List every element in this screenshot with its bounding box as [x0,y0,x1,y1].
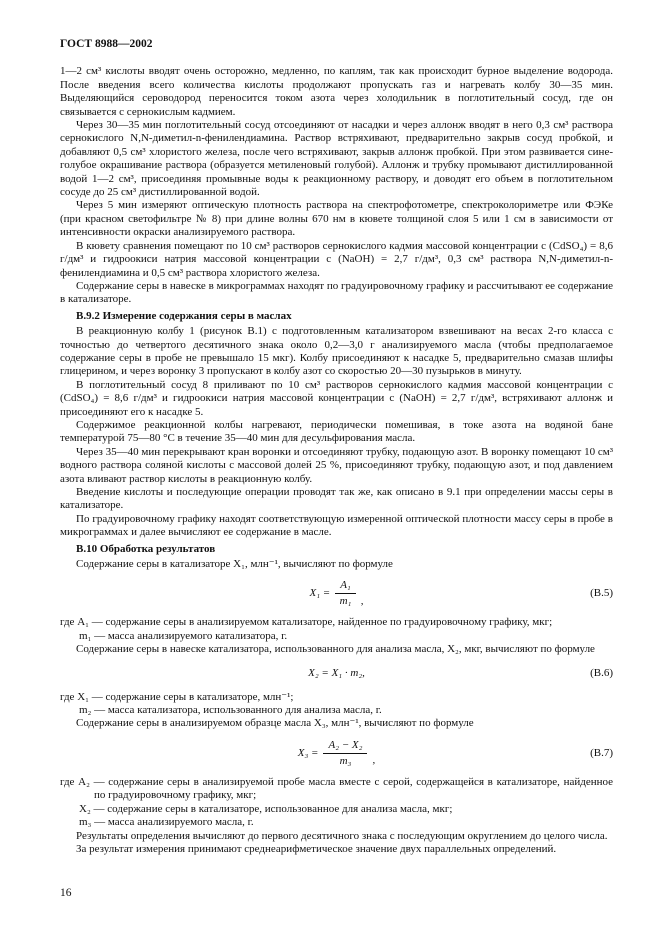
formula-number: (В.7) [590,746,613,759]
formula-expression [298,739,375,768]
formula-comma: , [372,754,376,767]
formula-b5 [60,579,613,608]
fraction-numerator: A₁ [335,579,356,594]
definition-line: m₁ — масса анализируемого катализатора, г. [79,629,288,642]
paragraph: Содержание серы в навеске катализатора, использованного для анализа масла, X₂, мкг, вычисляют по формуле [76,643,595,656]
paragraph: Содержание серы в навеске в микрограммах находят по градуировочному графику и рассчитывают ее содержание в катализаторе. [60,279,613,306]
formula-lhs: X₃ = [297,746,319,759]
paragraph: Через 35—40 мин перекрывают кран воронки и отсоединяют трубку, подающую азот. В воронку помещают 10 см³ водного раствора соляной кислоты с массовой долей 25 %, присоединяют трубку, подающую азот, и под давлением азота вливают раствор кислоты в реакционную колбу. [60,445,613,485]
formula-number: (В.5) [590,587,613,600]
definition-line: где X₁ — содержание серы в катализаторе, млн⁻¹; [60,690,294,703]
paragraph: Результаты определения вычисляют до первого десятичного знака с последующим округлением до целого числа. [76,829,608,842]
definition-line: где A₂ — содержание серы в анализируемой пробе масла вместе с серой, содержащейся в катализаторе, найденное по градуировочному графику, мкг; [60,775,613,802]
fraction [323,739,367,768]
document-body [60,65,613,856]
document-header [60,38,613,51]
section-heading-b10: В.10 Обработка результатов [76,542,216,555]
paragraph: Введение кислоты и последующие операции проводят так же, как описано в 9.1 при определении массы серы в катализаторе. [60,486,613,512]
formula-b7 [60,739,613,768]
fraction-denominator: m₃ [339,754,352,767]
page-number: 16 [60,886,72,899]
formula-expression [309,579,363,608]
definition-line: X₂ — содержание серы в катализаторе, использованное для анализа масла, мкг; [79,802,453,815]
formula-comma: , [360,595,364,608]
paragraph: Через 30—35 мин поглотительный сосуд отсоединяют от насадки и через аллонж вводят в него 0,3 см³ раствора сернокислого N,N-диметил-n-фенилендиамина. Раствор встряхивают, предварительно закрыв сосуд пробкой, и добавляют 0,5 см³ хлористого железа, после чего встряхивают, закрыв аллонж пробкой. При этом развивается сине-голубое окрашивание раствора (образуется метиленовый голубой). Аллонж и трубку промывают дистиллированной водой 1—2 см³, присоединяя промывные воды к реакционному раствору, и доводят его объем в поглотительном сосуде до 25 см³ дистиллированной водой. [60,119,613,199]
fraction-numerator: A₂ − X₂ [323,739,367,754]
definition-line: m₃ — масса анализируемого масла, г. [79,816,254,829]
fraction-denominator: m₁ [339,595,352,608]
paragraph: Содержание серы в катализаторе X₁, млн⁻¹, вычисляют по формуле [76,558,393,571]
formula-inline-text: X₂ = X₁ · m₂, [308,666,365,679]
definition-line: m₂ — масса катализатора, использованного для анализа масла, г. [79,704,382,717]
paragraph: По градуировочному графику находят соответствующую измеренной оптической плотности массу серы в пробе в микрограммах и далее вычисляют ее содержание в масле. [60,512,613,539]
formula-expression [308,667,365,680]
paragraph: 1—2 см³ кислоты вводят очень осторожно, медленно, по каплям, так как происходит бурное выделение водорода. После введения всего количества кислоты продолжают пропускать газ и нагревать колбу 30—35 мин. Выделяющийся сероводород переносится током азота через холодильник в поглотительный сосуд, где он связывается с сернокислым кадмием. [60,65,613,118]
paragraph: В кювету сравнения помещают по 10 см³ растворов сернокислого кадмия массовой концентрации с (CdSO₄) = 8,6 г/дм³ и гидроокиси натрия массовой концентрации с (NaOH) = 2,7 г/дм³, 0,3 см³ раствора N,N-диметил-n-фенилендиамина и 0,5 см³ раствора хлористого железа. [60,239,613,279]
document-footer [60,887,72,900]
paragraph: Содержимое реакционной колбы нагревают, периодически помешивая, в токе азота на водяной бане температурой 75—80 °С в течение 35—40 мин для десульфирования масла. [60,418,613,445]
definition-line: где A₁ — содержание серы в анализируемом катализаторе, найденное по градуировочному графику, мкг; [60,616,553,629]
section-heading-b9-2: В.9.2 Измерение содержания серы в маслах [76,309,292,322]
paragraph: В реакционную колбу 1 (рисунок В.1) с подготовленным катализатором взвешивают на весах 2-го класса с точностью до четвертого десятичного знака около 0,2—3,0 г анализируемого масла (чтобы предполагаемое содержание серы в пробе не превышало 15 мкг). Колбу присоединяют к насадке 5, предварительно смазав шлифы глицерином, и через воронку 3 пропускают в колбу азот со скоростью 20—30 пузырьков в минуту. [60,325,613,378]
formula-b6 [60,665,613,683]
paragraph: За результат измерения принимают среднеарифметическое значение двух параллельных определений. [76,842,557,855]
standard-number: ГОСТ 8988—2002 [60,38,153,50]
formula-number: (В.6) [590,666,613,679]
formula-lhs: X₁ = [309,587,331,600]
paragraph: В поглотительный сосуд 8 приливают по 10 см³ растворов сернокислого кадмия массовой концентрации с (CdSO₄) = 8,6 г/дм³ и гидроокиси натрия массовой концентрации с (NaOH) = 2,7 г/дм³, встряхивают аллонж и присоединяют его к насадке 5. [60,378,613,418]
paragraph: Через 5 мин измеряют оптическую плотность раствора на спектрофотометре, спектроколориметре или ФЭКе (при красном светофильтре № 8) при длине волны 670 нм в кювете толщиной слоя 5 или 1 см в зависимости от интенсивности окраски анализируемого раствора. [60,199,613,239]
fraction [335,579,356,608]
paragraph: Содержание серы в анализируемом образце масла X₃, млн⁻¹, вычисляют по формуле [76,717,474,730]
